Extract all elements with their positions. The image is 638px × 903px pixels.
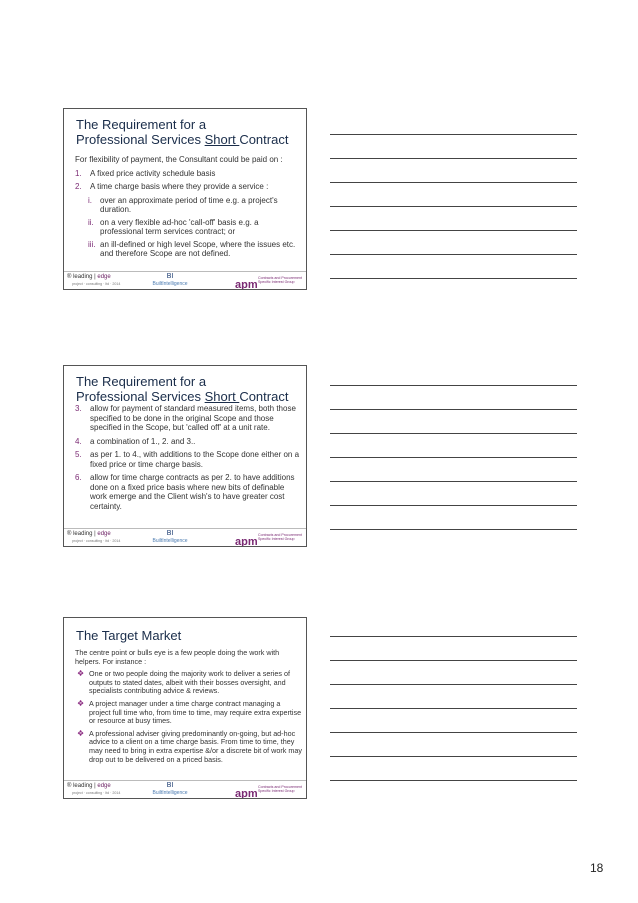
leading-edge-logo: ® leading | edge [67,783,111,789]
sub-item-number: iii. [88,239,96,249]
title-underlined: Short [204,389,240,404]
apm-text-line-2: Specific Interest Group [258,537,295,542]
sub-item [75,240,303,259]
bi-mark-icon: BI [166,782,174,789]
apm-text [258,276,302,285]
list-item [75,730,303,764]
bi-text: BuiltIntelligence [152,790,188,796]
note-line [330,433,577,434]
title-line-2 [76,132,301,147]
leading-edge-subtext: project · consulting · ltd · 2014 [72,791,121,795]
bullet-text: A project manager under a time charge contract managing a project full time who, from time to time, may require extra expertise or resource at busy times. [89,698,302,726]
list-item [75,169,303,179]
slide-title [76,628,301,643]
apm-mark: apm [235,536,258,547]
title-prefix: Professional Services [76,132,205,147]
title-line-2 [76,389,301,404]
item-number: 2. [75,182,82,191]
bi-mark-icon: BI [166,530,174,537]
list-item [75,182,303,192]
sub-item-number: i. [88,195,92,205]
apm-text-line-2: Specific Interest Group [258,280,295,285]
note-line [330,529,577,530]
title-line-1: The Requirement for a [76,374,207,389]
sub-item [75,196,303,215]
apm-text [258,785,302,794]
built-intelligence-logo [150,530,190,544]
title-line-1: The Target Market [76,628,182,643]
item-text: A fixed price activity schedule basis [90,168,216,178]
list-item [75,437,303,447]
note-line [330,206,577,207]
note-line [330,134,577,135]
sub-item-text: over an approximate period of time e.g. a project's duration. [100,195,278,214]
note-line [330,385,577,386]
list-item [75,473,303,511]
apm-logo [235,275,302,290]
apm-text [258,533,302,542]
note-line [330,158,577,159]
slide-content [75,649,303,768]
slide-1 [63,108,307,290]
title-suffix: Contract [239,389,289,404]
slide-content [75,155,303,262]
note-line [330,457,577,458]
title-underlined: Short [204,132,240,147]
apm-logo [235,532,302,547]
bullet-text: One or two people doing the majority work to deliver a series of outputs to stated dates, albeit with their bosses oversight, and specialists contributing advice & reviews. [89,669,290,696]
diamond-bullet-icon: ❖ [77,728,85,738]
slide-title [76,117,301,147]
note-line [330,684,577,685]
list-item [75,450,303,469]
sub-item [75,218,303,237]
note-line [330,230,577,231]
logo-text-right: edge [97,531,111,537]
slide-3 [63,617,307,799]
slide-footer [64,271,306,289]
item-text: allow for time charge contracts as per 2. to have additions done on a fixed price basis where new bits of definable work emerge and the Client wish's to have greater cost certainty. [90,473,295,511]
sub-item-number: ii. [88,217,94,227]
logo-text-left: leading [73,274,93,280]
note-line [330,409,577,410]
note-line [330,660,577,661]
built-intelligence-logo [150,782,190,796]
leading-edge-logo: ® leading | edge [67,531,111,537]
intro-text [75,649,303,666]
sub-item-text: on a very flexible ad-hoc 'call-off' basis e.g. a professional term services contract; or [100,217,259,236]
slide-2 [63,365,307,547]
diamond-bullet-icon: ❖ [77,669,85,679]
item-text: A time charge basis where they provide a service : [90,182,269,191]
page-number: 18 [590,861,604,875]
title-suffix: Contract [239,132,289,147]
item-number: 4. [75,436,82,446]
note-line [330,732,577,733]
slide-footer [64,528,306,546]
bi-text: BuiltIntelligence [152,281,188,287]
built-intelligence-logo [150,273,190,287]
note-line [330,780,577,781]
bi-mark-icon: BI [166,273,174,280]
leading-edge-subtext: project · consulting · ltd · 2014 [72,282,121,286]
apm-text-line-2: Specific Interest Group [258,789,295,794]
item-number: 1. [75,168,82,178]
intro-text: For flexibility of payment, the Consultant could be paid on : [75,155,283,164]
note-line [330,636,577,637]
apm-logo [235,784,302,799]
apm-mark: apm [235,279,258,290]
item-number: 6. [75,473,82,482]
bullet-text: A professional adviser giving predominantly on-going, but ad-hoc advice to a client on a time charge basis. From time to time, they may need to bring in extra expertise &/or a discrete bit of work may drop out to be delivered on a priced basis. [89,728,302,764]
logo-text-right: edge [97,274,111,280]
list-item [75,670,303,696]
apm-mark: apm [235,788,258,799]
intro-text-content: The centre point or bulls eye is a few people doing the work with helpers. For instance : [75,648,280,666]
diamond-bullet-icon: ❖ [77,698,85,708]
item-text: a combination of 1., 2. and 3.. [90,436,196,446]
note-line [330,254,577,255]
list-item [75,404,303,433]
item-number: 3. [75,404,82,413]
bi-text: BuiltIntelligence [152,538,188,544]
list-item [75,700,303,726]
logo-text-left: leading [73,531,93,537]
apm-text-line-1: Contracts and Procurement [258,785,302,789]
note-line [330,182,577,183]
item-number: 5. [75,450,82,459]
item-text: allow for payment of standard measured items, both those specified to be done in the original Scope and those specified in the Scope, but 'called off' at a unit rate. [90,404,296,432]
note-line [330,278,577,279]
sub-item-text: an ill-defined or high level Scope, where the issues etc. and therefore Scope are not defined. [100,239,296,258]
leading-edge-logo: ® leading | edge [67,274,111,280]
title-prefix: Professional Services [76,389,205,404]
apm-text-line-1: Contracts and Procurement [258,276,302,280]
item-text: as per 1. to 4., with additions to the Scope done either on a fixed price or time charge basis. [90,450,300,469]
note-line [330,505,577,506]
logo-text-right: edge [97,783,111,789]
slide-footer [64,780,306,798]
slide-content [75,404,303,515]
apm-text-line-1: Contracts and Procurement [258,533,302,537]
note-line [330,756,577,757]
note-line [330,708,577,709]
note-line [330,481,577,482]
logo-text-left: leading [73,783,93,789]
title-line-1: The Requirement for a [76,117,207,132]
slide-title [76,374,301,404]
leading-edge-subtext: project · consulting · ltd · 2014 [72,539,121,543]
